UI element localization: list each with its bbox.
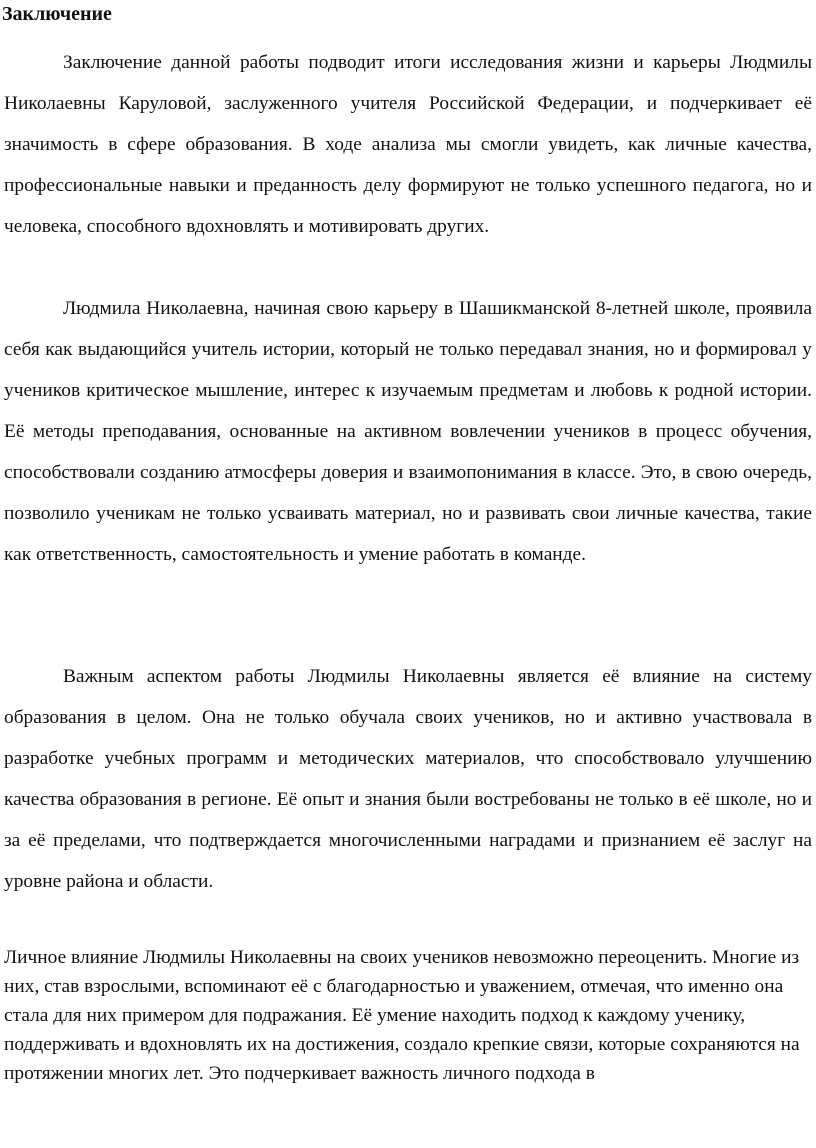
paragraph-1: Заключение данной работы подводит итоги исследования жизни и карьеры Людмилы Николаевны Каруловой, заслуженного учителя Российской Федерации, и подчеркивает её значимость в сфере образования. В ходе анализа мы смогли увидеть, как личные качества, профессиональные навыки и преданность делу формируют не только успешного педагога, но и человека, способного вдохновлять и мотивировать других. xyxy=(4,52,812,237)
paragraph-4: Личное влияние Людмилы Николаевны на своих учеников невозможно переоценить. Многие из них, став взрослыми, вспоминают её с благодарностью и уважением, отмечая, что именно она стала для них примером для подражания. Её умение находить подход к каждому ученику, поддерживать и вдохновлять их на достижения, создало крепкие связи, которые сохраняются на протяжении многих лет. Это подчеркивает важность личного подхода в xyxy=(4,947,800,1084)
paragraph-2: Людмила Николаевна, начиная свою карьеру в Шашикманской 8-летней школе, проявила себя как выдающийся учитель истории, который не только передавал знания, но и формировал у учеников критическое мышление, интерес к изучаемым предметам и любовь к родной истории. Её методы преподавания, основанные на активном вовлечении учеников в процесс обучения, способствовали созданию атмосферы доверия и взаимопонимания в классе. Это, в свою очередь, позволило ученикам не только усваивать материал, но и развивать свои личные качества, такие как ответственность, самостоятельность и умение работать в команде. xyxy=(4,298,812,565)
section-heading: Заключение xyxy=(2,3,112,25)
paragraph-3: Важным аспектом работы Людмилы Николаевны является её влияние на систему образования в целом. Она не только обучала своих учеников, но и активно участвовала в разработке учебных программ и методических материалов, что способствовало улучшению качества образования в регионе. Её опыт и знания были востребованы не только в её школе, но и за её пределами, что подтверждается многочисленными наградами и признанием её заслуг на уровне района и области. xyxy=(4,666,812,892)
